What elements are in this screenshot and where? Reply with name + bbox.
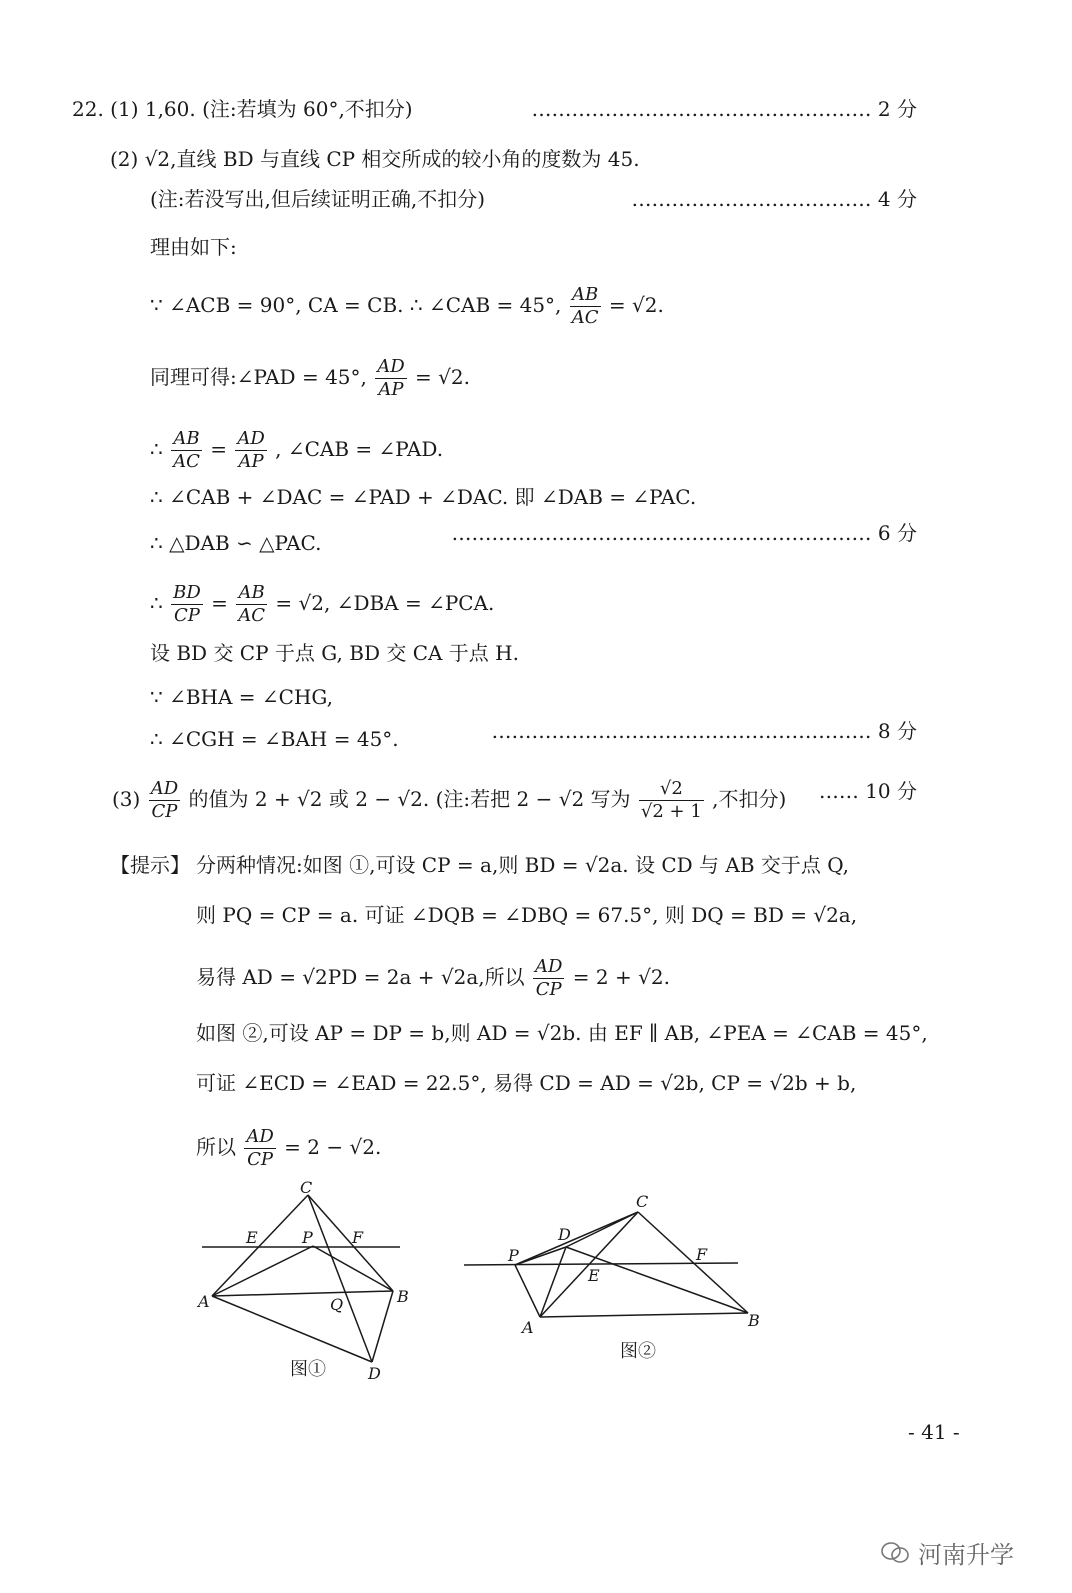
hint-line-2: 则 PQ = CP = a. 可证 ∠DQB = ∠DBQ = 67.5°, 则 DQ = BD = √2a, xyxy=(196,903,858,927)
fraction: $\frac{AD}{CP}$ xyxy=(534,956,563,1000)
step-text: = √2. xyxy=(415,365,470,389)
step-text: = √2, ∠DBA = ∠PCA. xyxy=(275,591,495,615)
step-text: ∴ xyxy=(150,591,163,615)
label-c: C xyxy=(300,1178,313,1197)
label-a: A xyxy=(522,1318,534,1337)
step-text: 易得 AD = √2PD = 2a + √2a,所以 xyxy=(196,965,525,989)
watermark xyxy=(880,1535,1014,1570)
segment-ab xyxy=(212,1291,393,1296)
score-part1: …………………………………………… 2 分 xyxy=(531,97,917,121)
q22-part2-note: (注:若没写出,但后续证明正确,不扣分) xyxy=(150,187,486,211)
step-5: ∴ △DAB ∽ △PAC. xyxy=(150,531,322,555)
label-d: D xyxy=(558,1225,571,1244)
label-p: P xyxy=(508,1246,519,1265)
step-text: ,不扣分) xyxy=(712,787,787,811)
figure-2 xyxy=(460,1185,770,1370)
chat-bubble-icon xyxy=(880,1540,910,1566)
fraction: $\frac{AB}{AC}$ xyxy=(571,284,599,328)
label-f: F xyxy=(696,1245,708,1264)
step-4: ∴ ∠CAB + ∠DAC = ∠PAD + ∠DAC. 即 ∠DAB = ∠PAC. xyxy=(150,485,697,509)
page-number: - 41 - xyxy=(908,1420,960,1444)
segment-ac xyxy=(212,1195,308,1296)
segment-cd xyxy=(308,1195,372,1362)
label-b: B xyxy=(748,1311,760,1330)
caption-figure-2: 图② xyxy=(620,1341,656,1362)
step-1 xyxy=(150,284,664,329)
step-text: = 2 + √2. xyxy=(572,965,670,989)
fraction: $\frac{BD}{CP}$ xyxy=(173,582,201,626)
step-text: (3) xyxy=(112,787,141,811)
hint-tag: 【提示】 xyxy=(110,853,190,877)
step-3 xyxy=(150,428,443,473)
q22-part2-line1: (2) √2,直线 BD 与直线 CP 相交所成的较小角的度数为 45. xyxy=(110,147,640,171)
step-text: 的值为 2 + √2 或 2 − √2. (注:若把 2 − √2 写为 xyxy=(188,787,631,811)
step-7: 设 BD 交 CP 于点 G, BD 交 CA 于点 H. xyxy=(150,641,519,665)
score-part2-c: ………………………………………………… 8 分 xyxy=(491,719,917,743)
watermark-text: 河南升学 xyxy=(918,1541,1014,1569)
caption-figure-1: 图① xyxy=(290,1359,326,1380)
segment-pc xyxy=(515,1212,638,1265)
segment-ap xyxy=(212,1246,313,1296)
label-d: D xyxy=(368,1364,381,1383)
hint-line-5: 可证 ∠ECD = ∠EAD = 22.5°, 易得 CD = AD = √2b, CP = √2b + b, xyxy=(196,1071,857,1095)
step-9: ∴ ∠CGH = ∠BAH = 45°. xyxy=(150,727,399,751)
hint-line-4: 如图 ②,可设 AP = DP = b,则 AD = √2b. 由 EF ∥ AB, ∠PEA = ∠CAB = 45°, xyxy=(196,1021,928,1045)
fraction: $\frac{AB}{AC}$ xyxy=(238,582,266,626)
hint-line-6 xyxy=(196,1126,381,1171)
step-text: ∴ xyxy=(150,437,163,461)
label-e: E xyxy=(588,1266,600,1285)
label-p: P xyxy=(302,1228,313,1247)
step-text: = xyxy=(211,591,228,615)
score-part2-a: ……………………………… 4 分 xyxy=(631,187,917,211)
step-text: = xyxy=(210,437,227,461)
segment-bd xyxy=(372,1291,393,1362)
label-c: C xyxy=(636,1192,649,1211)
score-value: 6 分 xyxy=(877,521,917,545)
q22-part3 xyxy=(112,778,786,823)
score-part3: …… 10 分 xyxy=(818,779,917,803)
step-text: 同理可得:∠PAD = 45°, xyxy=(150,365,367,389)
step-text: = 2 − √2. xyxy=(284,1135,382,1159)
score-value: 10 分 xyxy=(865,779,917,803)
reason-heading: 理由如下: xyxy=(150,235,237,259)
label-a: A xyxy=(198,1292,210,1311)
step-8: ∵ ∠BHA = ∠CHG, xyxy=(150,685,334,709)
step-text: , ∠CAB = ∠PAD. xyxy=(275,437,444,461)
step-2 xyxy=(150,356,470,401)
score-value: 2 分 xyxy=(877,97,917,121)
fraction: $\frac{AD}{AP}$ xyxy=(237,428,265,472)
fraction: $\frac{AD}{AP}$ xyxy=(377,356,405,400)
hint-line-1: 分两种情况:如图 ①,可设 CP = a,则 BD = √2a. 设 CD 与 AB 交于点 Q, xyxy=(196,853,850,877)
label-b: B xyxy=(397,1287,409,1306)
step-text: = √2. xyxy=(608,293,664,317)
fraction: $\frac{AB}{AC}$ xyxy=(173,428,200,472)
figure-1 xyxy=(190,1175,420,1390)
segment-ad xyxy=(540,1247,566,1317)
hint-line-3 xyxy=(196,956,670,1001)
label-e: E xyxy=(246,1228,258,1247)
score-part2-b: ……………………………………………………… 6 分 xyxy=(451,521,917,545)
segment-pa xyxy=(515,1265,540,1317)
fraction: $\frac{√2}{√2 + 1}$ xyxy=(640,778,702,822)
segment-ab xyxy=(540,1313,748,1317)
label-q: Q xyxy=(330,1295,344,1314)
segment-pb xyxy=(313,1246,393,1291)
step-text: ∵ ∠ACB = 90°, CA = CB. ∴ ∠CAB = 45°, xyxy=(150,293,562,317)
segment-cb xyxy=(308,1195,393,1291)
score-value: 8 分 xyxy=(877,719,917,743)
label-f: F xyxy=(352,1228,364,1247)
segment-ad xyxy=(212,1296,372,1362)
fraction: $\frac{AD}{CP}$ xyxy=(246,1126,274,1170)
step-6 xyxy=(150,582,494,627)
score-value: 4 分 xyxy=(877,187,917,211)
q22-part1: 22. (1) 1,60. (注:若填为 60°,不扣分) xyxy=(72,97,413,121)
fraction: $\frac{AD}{CP}$ xyxy=(150,778,179,822)
step-text: 所以 xyxy=(196,1135,236,1159)
